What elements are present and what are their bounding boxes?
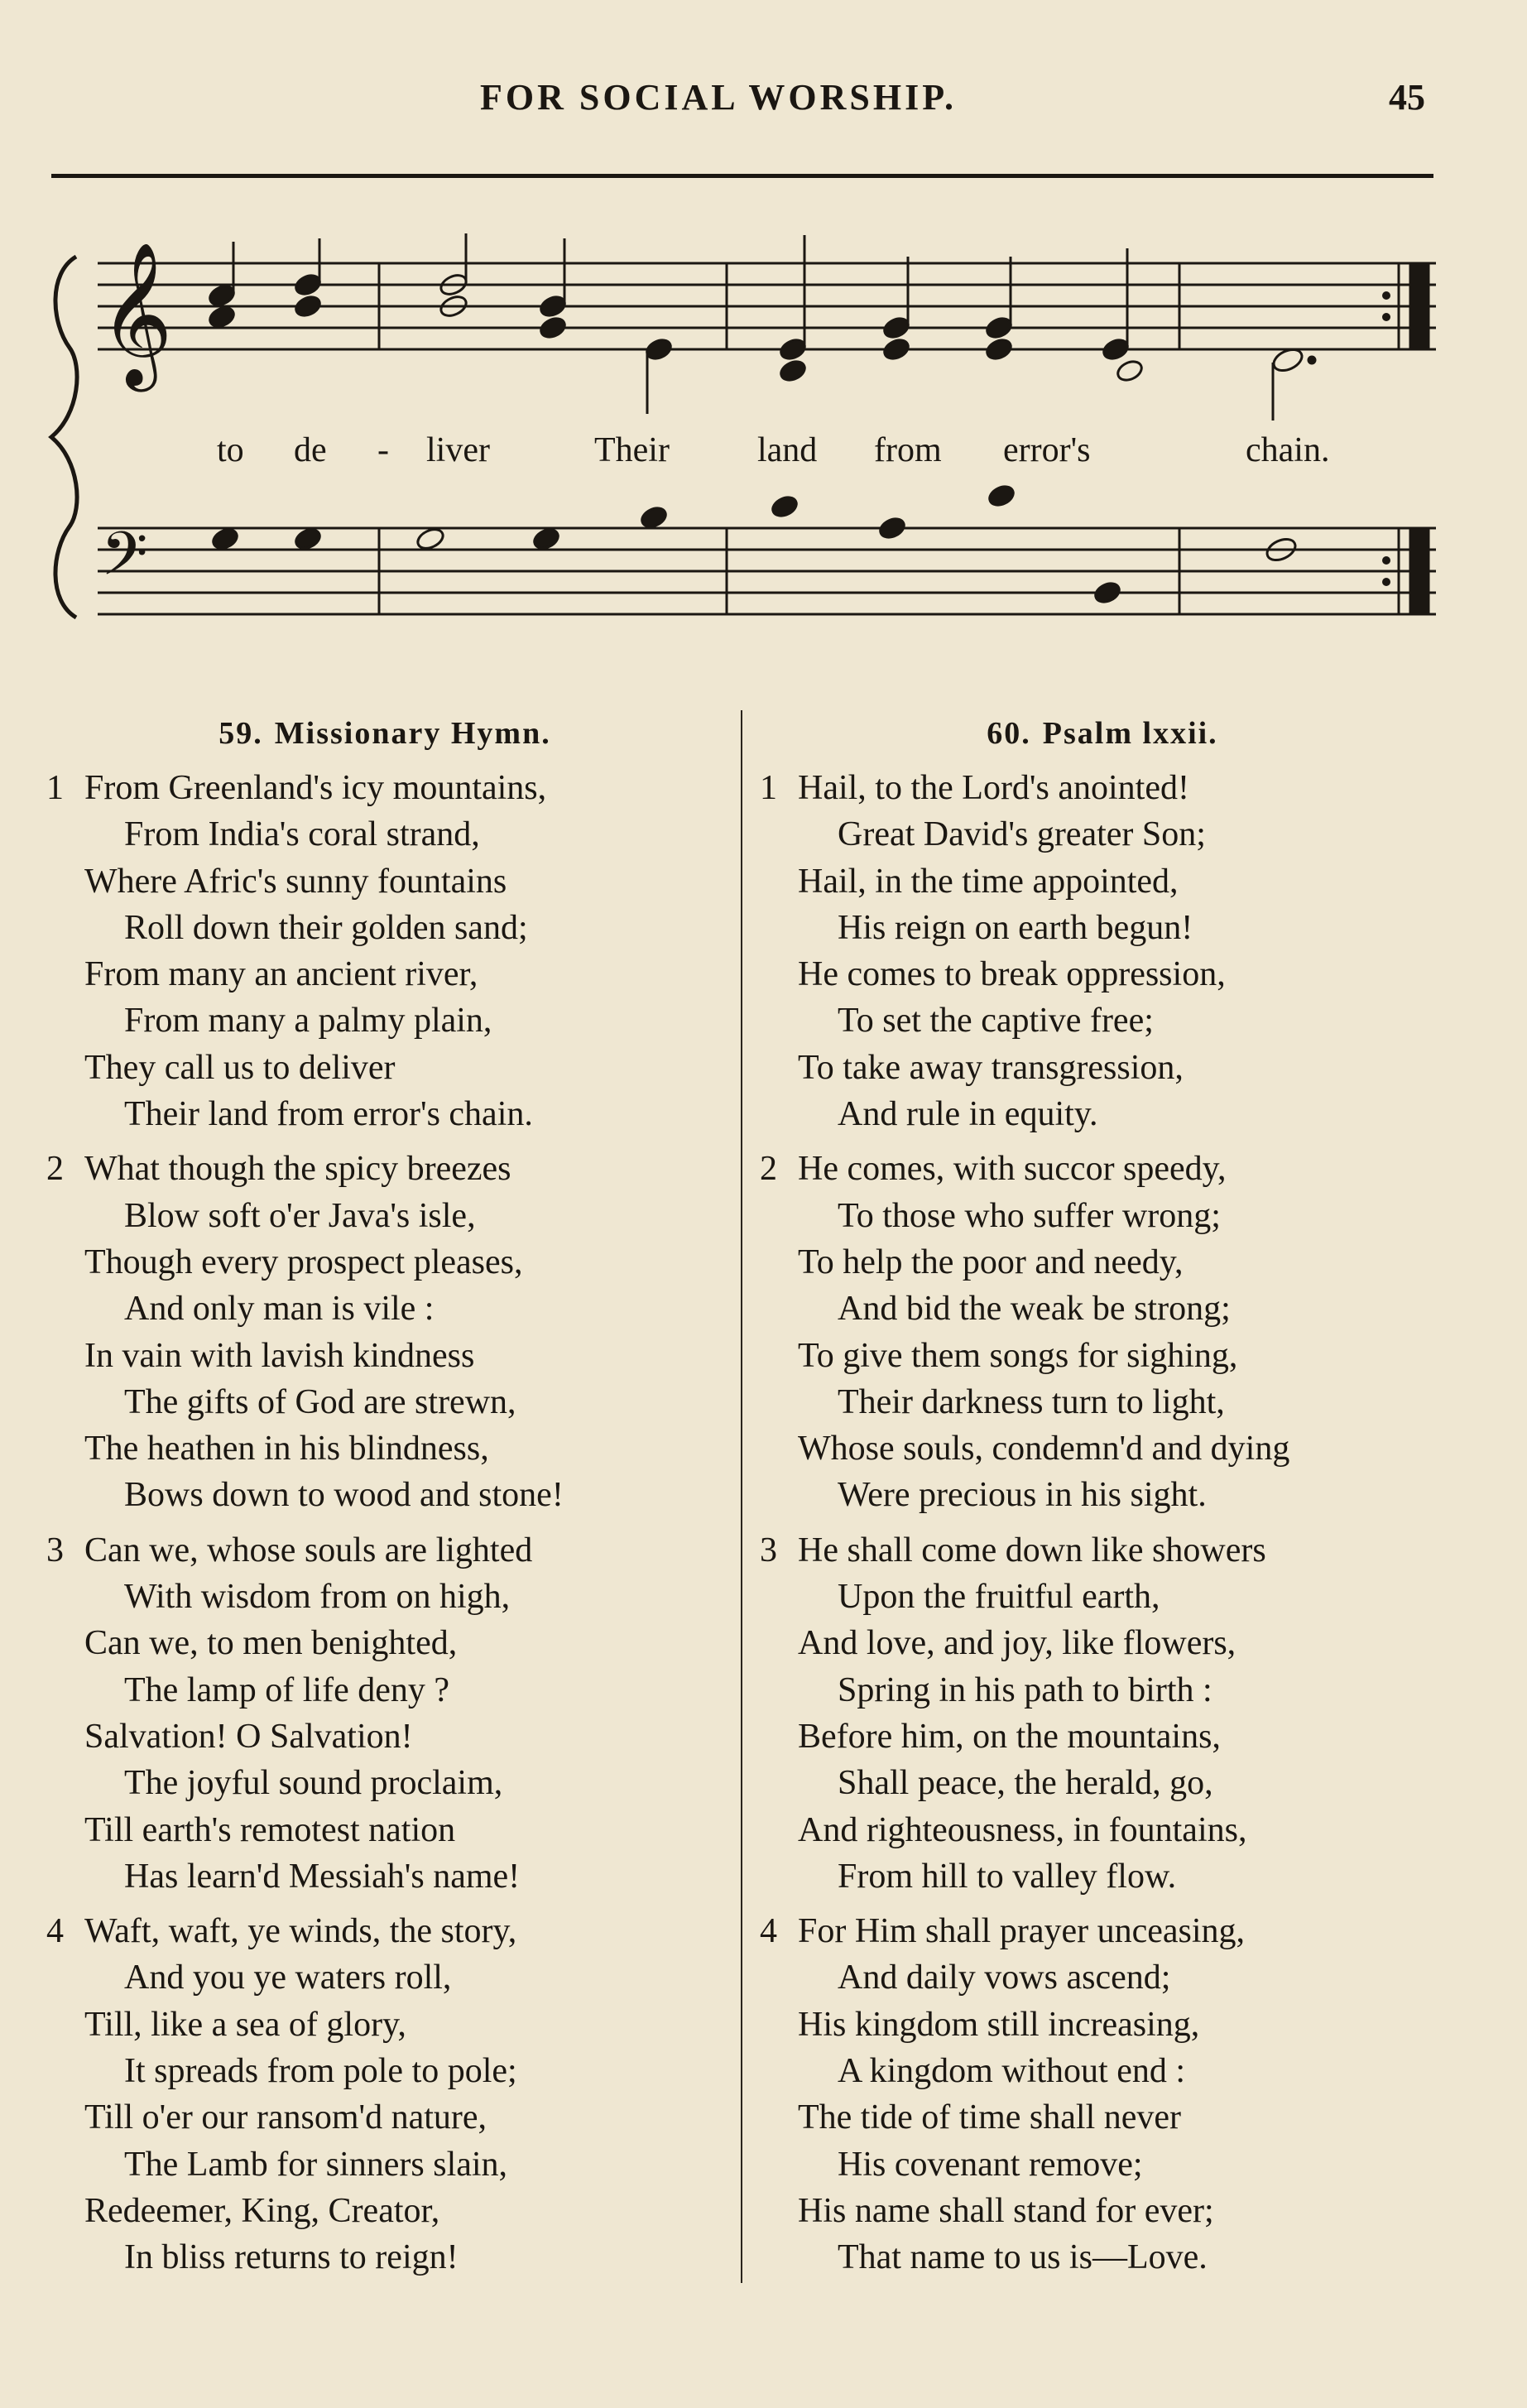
lyric-syllable: - xyxy=(377,431,389,469)
verse-line: 2 He comes, with succor speedy, xyxy=(755,1146,1450,1192)
verse-line: Till o'er our ransom'd nature, xyxy=(84,2098,487,2137)
verse-line: Were precious in his sight. xyxy=(838,1476,1207,1515)
column-divider xyxy=(741,710,742,2283)
treble-clef: 𝄞 xyxy=(99,242,173,386)
lyric-syllable: de xyxy=(294,431,327,469)
verse-line: The heathen in his blindness, xyxy=(84,1430,489,1468)
verse-line: To help the poor and needy, xyxy=(798,1242,1184,1281)
verse-line: A kingdom without end : xyxy=(838,2052,1185,2091)
verse-line: That name to us is—Love. xyxy=(838,2238,1208,2277)
stanza xyxy=(755,1527,1450,1900)
verse-line: 2 What though the spicy breezes xyxy=(41,1146,728,1192)
verse-line: Hail, in the time appointed, xyxy=(798,862,1179,901)
verse-line: Bows down to wood and stone! xyxy=(124,1476,564,1515)
verse-line: The gifts of God are strewn, xyxy=(124,1382,516,1421)
verse-line: Spring in his path to birth : xyxy=(838,1670,1212,1709)
verse-line: The tide of time shall never xyxy=(798,2098,1182,2137)
verse-line: His name shall stand for ever; xyxy=(798,2191,1214,2230)
verse-line: 1 From Greenland's icy mountains, xyxy=(41,765,728,811)
stanza xyxy=(755,765,1450,1137)
lyric-syllable: from xyxy=(874,431,942,469)
verse-line: Upon the fruitful earth, xyxy=(838,1578,1160,1617)
verse-line: From hill to valley flow. xyxy=(838,1857,1177,1896)
lyric-syllable: Their xyxy=(594,431,670,469)
verse-line: 3 Can we, whose souls are lighted xyxy=(41,1527,728,1574)
bass-notes xyxy=(210,483,1299,606)
verse-line: His reign on earth begun! xyxy=(838,908,1193,947)
hymn-title xyxy=(41,710,728,757)
stanza-number: 4 xyxy=(46,1912,64,1951)
stanza xyxy=(755,1146,1450,1518)
verse-line: It spreads from pole to pole; xyxy=(124,2052,517,2091)
verse-line: Can we, to men benighted, xyxy=(84,1624,458,1663)
verse-line: His covenant remove; xyxy=(838,2145,1143,2184)
lyric-syllable: liver xyxy=(426,431,490,469)
hymn-title-text: Psalm lxxii. xyxy=(1042,716,1218,751)
verse-line: His kingdom still increasing, xyxy=(798,2005,1200,2044)
stanza xyxy=(41,1146,728,1518)
hymn-number: 59. xyxy=(218,716,263,751)
repeat-dots xyxy=(1382,291,1390,586)
verse-line: And righteousness, in fountains, xyxy=(798,1810,1247,1849)
verse-line: In bliss returns to reign! xyxy=(124,2238,459,2277)
stanza-number: 1 xyxy=(46,769,64,807)
stanza-number: 3 xyxy=(760,1531,777,1569)
lyric-syllable: error's xyxy=(1003,431,1091,469)
stanza-number: 3 xyxy=(46,1531,64,1569)
verse-line: And love, and joy, like flowers, xyxy=(798,1624,1236,1663)
verse-line: And daily vows ascend; xyxy=(838,1959,1171,1997)
verse-line: In vain with lavish kindness xyxy=(84,1336,475,1375)
verse-line: Whose souls, condemn'd and dying xyxy=(798,1430,1290,1468)
hymn-title xyxy=(755,710,1450,757)
verse-line: Before him, on the mountains, xyxy=(798,1717,1221,1756)
verse-line: To those who suffer wrong; xyxy=(838,1196,1221,1235)
stanza-number: 2 xyxy=(46,1150,64,1189)
final-barline xyxy=(1399,263,1429,614)
verse-line: And you ye waters roll, xyxy=(124,1959,452,1997)
bass-clef: 𝄢 xyxy=(101,518,148,603)
verse-line: Roll down their golden sand; xyxy=(124,908,528,947)
verse-line: Great David's greater Son; xyxy=(838,815,1206,854)
verse-line: From many an ancient river, xyxy=(84,955,478,994)
verse-line: With wisdom from on high, xyxy=(124,1578,511,1617)
verse-line: Redeemer, King, Creator, xyxy=(84,2191,440,2230)
stanza xyxy=(41,1908,728,2281)
verse-line: Blow soft o'er Java's isle, xyxy=(124,1196,476,1235)
verse-line: Where Afric's sunny fountains xyxy=(84,862,507,901)
hymn-number: 60. xyxy=(987,716,1031,751)
stanza xyxy=(755,1908,1450,2281)
stanza xyxy=(41,1527,728,1900)
hymn-title-text: Missionary Hymn. xyxy=(274,716,551,751)
verse-line: He comes to break oppression, xyxy=(798,955,1226,994)
lyric-syllable: land xyxy=(757,431,818,469)
verse-line: To set the captive free; xyxy=(838,1002,1154,1041)
verse-line: 4 Waft, waft, ye winds, the story, xyxy=(41,1908,728,1954)
verse-line: Though every prospect pleases, xyxy=(84,1242,523,1281)
header-rule xyxy=(51,174,1433,178)
hymn-60 xyxy=(755,710,1450,2281)
page-number: 45 xyxy=(1389,77,1425,118)
lyric-syllable: to xyxy=(217,431,244,469)
verse-line: To take away transgression, xyxy=(798,1048,1184,1087)
stanza-number: 2 xyxy=(760,1150,777,1189)
verse-line: The lamp of life deny ? xyxy=(124,1670,450,1709)
hymn-59 xyxy=(41,710,728,2281)
verse-line: 4 For Him shall prayer unceasing, xyxy=(755,1908,1450,1954)
verse-line: To give them songs for sighing, xyxy=(798,1336,1238,1375)
verse-line: The joyful sound proclaim, xyxy=(124,1764,503,1803)
running-title: FOR SOCIAL WORSHIP. xyxy=(480,77,958,118)
stanza xyxy=(41,765,728,1137)
verse-line: They call us to deliver xyxy=(84,1048,396,1087)
system-brace xyxy=(51,257,77,618)
running-head xyxy=(0,76,1527,126)
verse-line: Their darkness turn to light, xyxy=(838,1382,1225,1421)
verse-line: 3 He shall come down like showers xyxy=(755,1527,1450,1574)
verse-line: Shall peace, the herald, go, xyxy=(838,1764,1213,1803)
verse-line: From India's coral strand, xyxy=(124,815,480,854)
verse-line: And bid the weak be strong; xyxy=(838,1290,1231,1329)
verse-line: 1 Hail, to the Lord's anointed! xyxy=(755,765,1450,811)
verse-line: Till earth's remotest nation xyxy=(84,1810,456,1849)
verse-line: From many a palmy plain, xyxy=(124,1002,492,1041)
verse-line: Salvation! O Salvation! xyxy=(84,1717,413,1756)
lyric-syllable: chain. xyxy=(1246,431,1330,469)
verse-line: And rule in equity. xyxy=(838,1095,1098,1134)
verse-line: Till, like a sea of glory, xyxy=(84,2005,406,2044)
verse-line: And only man is vile : xyxy=(124,1290,435,1329)
stanza-number: 1 xyxy=(760,769,777,807)
verse-line: Has learn'd Messiah's name! xyxy=(124,1857,521,1896)
verse-line: The Lamb for sinners slain, xyxy=(124,2145,508,2184)
stanza-number: 4 xyxy=(760,1912,777,1951)
verse-line: Their land from error's chain. xyxy=(124,1095,533,1134)
